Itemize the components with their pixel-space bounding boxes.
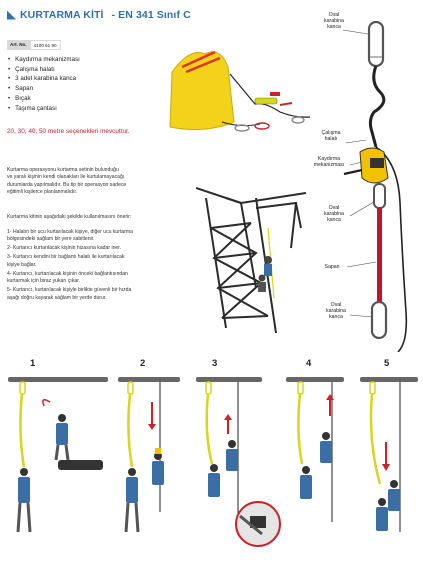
step-list (7, 229, 187, 304)
title-marker-icon (7, 11, 16, 20)
feature-item: • Taşıma çantası (8, 104, 80, 114)
callout-mid-hook: Oval karabina kanca (324, 205, 344, 223)
intro-line: Kurtarma operasyonu kurtarma setinin bulunduğu (7, 167, 119, 173)
article-label: Art. No. (7, 40, 30, 50)
rescue-steps-illustration (0, 372, 423, 565)
lengths-note: 20, 30, 40, 50 metre seçenekleri mevcuttur. (7, 128, 130, 135)
intro-line: durumlarda yapılmalıdır. Bu tip bir operasyon sadece (7, 181, 127, 188)
callout-bottom-hook: Oval karabina kanca (326, 302, 346, 320)
feature-item: • Bıçak (8, 94, 80, 104)
step-item: 4- Kurtarıcı, kurtarılacak kişinin önceki bağlantısından kurtarmak için biraz yukarı çıkar. (7, 270, 128, 285)
step-number: 1 (30, 358, 36, 369)
feature-item: • Kaydırma mekanizması (8, 55, 80, 65)
feature-item: • 3 adet karabina kanca (8, 74, 80, 84)
intro-line: ve yaralı kişinin kendi olanakları ile kurtulamayacağı (7, 174, 125, 181)
feature-item: • Sapan (8, 84, 80, 94)
step-number: 4 (306, 358, 312, 369)
intro-paragraph (7, 167, 126, 197)
step-item: 3- Kurtarıcı kendini bir bağlantı halatı ile kurtarılacak kişiye bağlar. (7, 254, 125, 268)
step-number: 5 (384, 358, 390, 369)
callout-sling: Sapan (324, 264, 340, 270)
kit-assembly-diagram (310, 12, 423, 352)
feature-list (8, 55, 80, 113)
step-number: 3 (212, 358, 218, 369)
step-item: 1- Halatın bir ucu kurtarılacak kişiye, diğer ucu kurtarma bölgesindeki sağlam bir yere sabitlenir. (7, 229, 133, 243)
article-value: 4100 61 90 (30, 40, 61, 50)
title-standard: - EN 341 Sınıf C (111, 9, 191, 21)
title-text: KURTARMA KİTİ (20, 9, 104, 21)
rescue-kit-photo (160, 32, 320, 142)
step-item: 2- Kurtarıcı kurtarılacak kişinin hizasına kadar iner. (7, 245, 122, 252)
step-item: 5- Kurtarıcı, kurtarılacak kişiyle birlikte güvenli bir hızda aşağı doğru kayarak sağlam bir yerde durur. (7, 287, 132, 301)
tower-rescue-photo (196, 168, 306, 338)
feature-item: • Çalışma halatı (8, 65, 80, 75)
callout-mechanism: Kaydırma mekanizması (313, 156, 345, 168)
article-number (7, 40, 61, 50)
step-number: 2 (140, 358, 146, 369)
callout-top-hook: Oval karabina kanca (324, 12, 344, 30)
page-title (7, 9, 191, 21)
callout-rope: Çalışma halatı (321, 130, 341, 142)
intro-line: eğitimli kişilerce planlanmalıdır. (7, 189, 78, 196)
usage-heading: Kurtarma kitinin aşağıdaki şekilde kullanılmasını önerir: (7, 214, 132, 220)
